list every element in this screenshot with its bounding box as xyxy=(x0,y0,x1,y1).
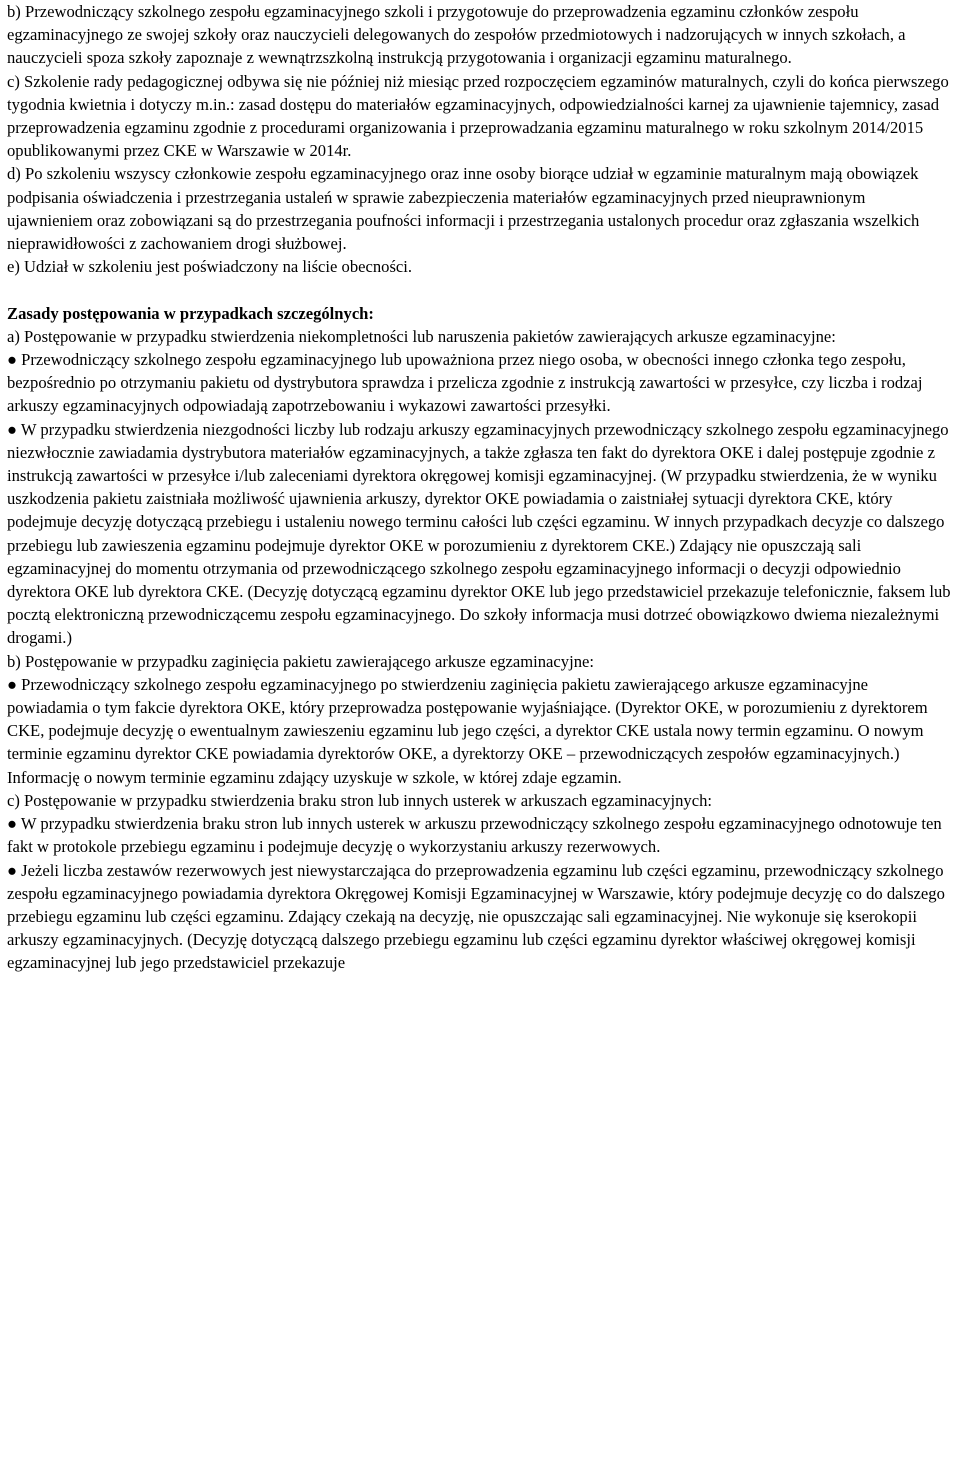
procedure-c-bullet-2: ● Jeżeli liczba zestawów rezerwowych jest niewystarczająca do przeprowadzenia egzaminu lub części egzaminu, przewodniczący szkolnego zespołu egzaminacyjnego powiadamia dyrektora Okręgowej Komisji Egzaminacyjnej w Warszawie, który podejmuje decyzję co do dalszego przebiegu egzaminu lub części egzaminu. Zdający czekają na decyzję, nie opuszczając sali egzaminacyjnej. Nie wykonuje się kserokopii arkuszy egzaminacyjnych. (Decyzję dotyczącą dalszego przebiegu egzaminu lub części egzaminu dyrektor właściwej okręgowej komisji egzaminacyjnej lub jego przedstawiciel przekazuje xyxy=(7,860,945,973)
procedure-a-bullet-2: ● W przypadku stwierdzenia niezgodności liczby lub rodzaju arkuszy egzaminacyjnych przewodniczący szkolnego zespołu egzaminacyjnego niezwłocznie zawiadamia dystrybutora materiałów egzaminacyjnych, a także zgłasza ten fakt do dyrektora OKE i dalej postępuje zgodnie z instrukcją zawartości w przesyłce i/lub zaleceniami dyrektora okręgowej komisji egzaminacyjnej. (W przypadku stwierdzenia, że w wyniku uszkodzenia pakietu zaistniała możliwość ujawnienia arkuszy, dyrektor OKE powiadamia o zaistniałej sytuacji dyrektora CKE, który podejmuje decyzję dotyczącą przebiegu i ustaleniu nowego terminu całości lub części egzaminu. W innych przypadkach decyzje co dalszego przebiegu lub zawieszenia egzaminu podejmuje dyrektor OKE w porozumieniu z dyrektorem CKE.) Zdający nie opuszczają sali egzaminacyjnej do momentu otrzymania od przewodniczącego szkolnego zespołu egzaminacyjnego informacji o decyzji odpowiednio dyrektora OKE lub dyrektora CKE. (Decyzję dotyczącą egzaminu dyrektor OKE lub jego przedstawiciel przekazuje telefonicznie, faksem lub pocztą elektroniczną przewodniczącemu zespołu egzaminacyjnego. Do szkoły informacja musi dotrzeć obowiązkowo dwiema niezależnymi drogami.) xyxy=(7,419,951,648)
procedure-b-title: b) Postępowanie w przypadku zaginięcia pakietu zawierającego arkusze egzaminacyjne: xyxy=(7,651,594,671)
procedure-a-bullet-1: ● Przewodniczący szkolnego zespołu egzaminacyjnego lub upoważniona przez niego osoba, w obecności innego członka tego zespołu, bezpośrednio po otrzymaniu pakietu od dystrybutora sprawdza i przelicza zgodnie z instrukcją zawartości w przesyłce, czy liczba i rodzaj arkuszy egzaminacyjnych odpowiadają zapotrzebowaniu i wykazowi zawartości przesyłki. xyxy=(7,350,923,416)
spacer xyxy=(7,278,953,301)
procedure-c-title: c) Postępowanie w przypadku stwierdzenia braku stron lub innych usterek w arkuszach egzaminacyjnych: xyxy=(7,790,712,810)
paragraph-e-attendance: e) Udział w szkoleniu jest poświadczony na liście obecności. xyxy=(7,257,413,277)
section-heading: Zasady postępowania w przypadkach szczególnych: xyxy=(7,303,374,323)
paragraph-b-training: b) Przewodniczący szkolnego zespołu egzaminacyjnego szkoli i przygotowuje do przeprowadzenia egzaminu członków zespołu egzaminacyjnego ze swojej szkoły oraz nauczycieli delegowanych do zespołów przedmiotowych i nadzorujących w innych szkołach, a nauczycieli spoza szkoły zapoznaje z wewnątrzszkolną instrukcją przygotowania i organizacji egzaminu maturalnego. xyxy=(7,2,906,68)
procedure-c-bullet-1: ● W przypadku stwierdzenia braku stron lub innych usterek w arkuszu przewodniczący szkolnego zespołu egzaminacyjnego odnotowuje ten fakt w protokole przebiegu egzaminu i podejmuje decyzję o wykorzystaniu arkuszy rezerwowych. xyxy=(7,814,942,857)
procedure-a-title: a) Postępowanie w przypadku stwierdzenia niekompletności lub naruszenia pakietów zawierających arkusze egzaminacyjne: xyxy=(7,326,836,346)
procedure-b-bullet-1: ● Przewodniczący szkolnego zespołu egzaminacyjnego po stwierdzeniu zaginięcia pakietu zawierającego arkusze egzaminacyjne powiadamia o tym fakcie dyrektora OKE, który przeprowadza postępowanie wyjaśniające. (Dyrektor OKE, w porozumieniu z dyrektorem CKE, podejmuje decyzję o ewentualnym zawieszeniu egzaminu lub jego części, a dyrektor CKE ustala nowy termin egzaminu. O nowym terminie egzaminu dyrektor CKE powiadamia dyrektorów OKE, a dyrektorzy OKE – przewodniczących zespołów egzaminacyjnych.) Informację o nowym terminie egzaminu zdający uzyskuje w szkole, w której zdaje egzamin. xyxy=(7,674,928,787)
paragraph-c-council-training: c) Szkolenie rady pedagogicznej odbywa się nie później niż miesiąc przed rozpoczęciem egzaminów maturalnych, czyli do końca pierwszego tygodnia kwietnia i dotyczy m.in.: zasad dostępu do materiałów egzaminacyjnych, odpowiedzialności karnej za ujawnienie tajemnicy, zasad przeprowadzenia egzaminu zgodnie z procedurami organizowania i przeprowadzania egzaminu maturalnego w roku szkolnym 2014/2015 opublikowanymi przez CKE w Warszawie w 2014r. xyxy=(7,71,949,161)
paragraph-d-declaration: d) Po szkoleniu wszyscy członkowie zespołu egzaminacyjnego oraz inne osoby biorące udział w egzaminie maturalnym mają obowiązek podpisania oświadczenia i przestrzegania ustaleń w sprawie zabezpieczenia materiałów egzaminacyjnych przed nieuprawnionym ujawnieniem oraz zobowiązani są do przestrzegania poufności informacji i przestrzegania ustalonych procedur oraz zgłaszania wszelkich nieprawidłowości z zachowaniem drogi służbowej. xyxy=(7,164,920,254)
